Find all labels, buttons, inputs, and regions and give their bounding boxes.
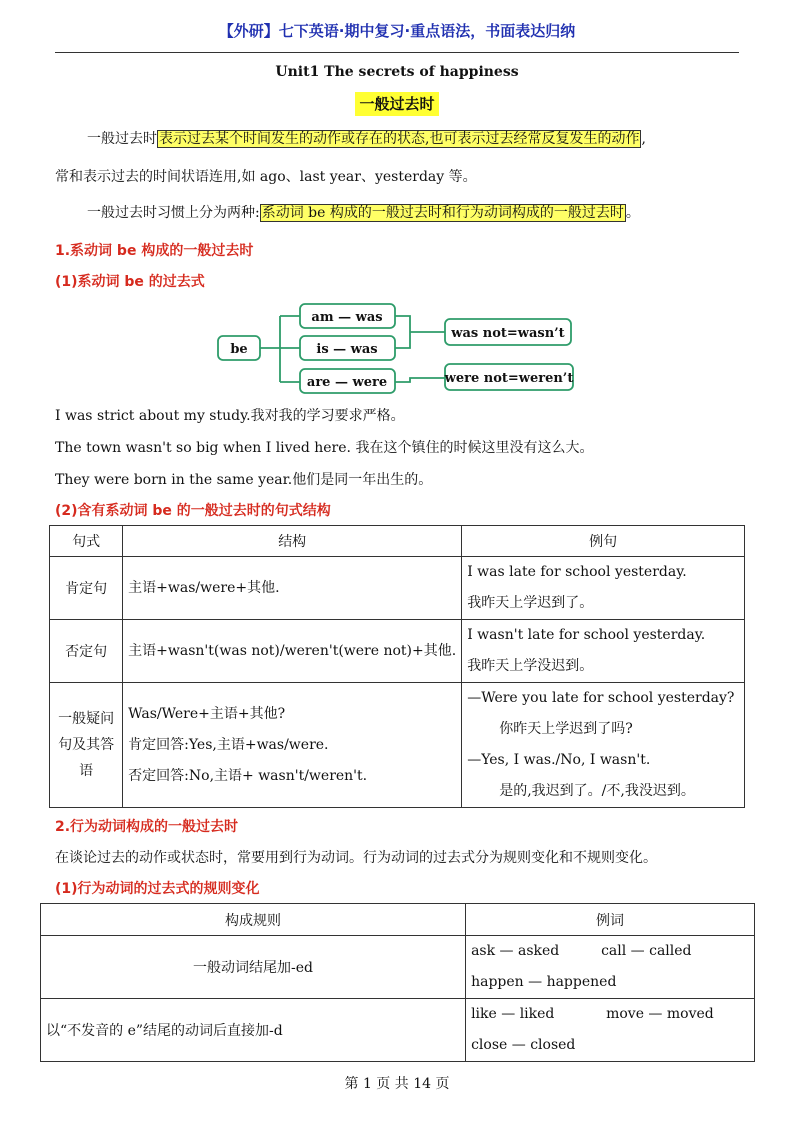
word-line bbox=[471, 967, 749, 998]
example-sentence-3: They were born in the same year.他们是同一年出生的。 bbox=[55, 472, 433, 488]
table-row bbox=[50, 620, 745, 683]
intro-p1-highlight: 表示过去某个时间发生的动作或存在的状态,也可表示过去经常反复发生的动作 bbox=[159, 131, 640, 147]
sentence-type-cell: 一般疑问句及其答语 bbox=[50, 683, 123, 808]
table-row bbox=[50, 557, 745, 620]
diagram-root: be bbox=[230, 342, 248, 357]
example-line: —Yes, I was./No, I wasn't. bbox=[467, 752, 651, 768]
example-line: 你昨天上学迟到了吗? bbox=[499, 721, 633, 737]
example-line: 我昨天上学迟到了。 bbox=[467, 595, 594, 611]
rule-cell: 一般动词结尾加-ed bbox=[41, 936, 466, 999]
header-divider bbox=[55, 52, 739, 53]
word-line bbox=[471, 999, 749, 1030]
diagram-neg-were: were not=weren’t bbox=[444, 371, 574, 386]
diagram-neg-was: was not=wasn’t bbox=[451, 326, 565, 341]
rule-cell: 以“不发音的 e”结尾的动词后直接加-d bbox=[41, 999, 466, 1062]
word-pair: like — liked bbox=[471, 1006, 555, 1022]
structure-cell bbox=[123, 557, 462, 620]
table-header-row bbox=[50, 526, 745, 557]
diagram-branch-are: are — were bbox=[306, 375, 388, 390]
table-header-row bbox=[41, 904, 755, 936]
sentence-type-cell: 肯定句 bbox=[50, 557, 123, 620]
section-2-description: 在谈论过去的动作或状态时，常要用到行为动词。行为动词的过去式分为规则变化和不规则变化。 bbox=[55, 850, 657, 866]
table-header: 例词 bbox=[466, 904, 755, 936]
word-pair: call — called bbox=[601, 943, 692, 959]
word-pair: ask — asked bbox=[471, 943, 560, 959]
intro-p1-suffix: , bbox=[641, 131, 646, 147]
structure-line: Was/Were+主语+其他? bbox=[128, 705, 286, 722]
section-2-sub1-title: (1)行为动词的过去式的规则变化 bbox=[55, 881, 260, 897]
diagram-neg2-connector bbox=[395, 378, 445, 382]
table-row bbox=[41, 936, 755, 999]
table-header: 句式 bbox=[50, 526, 123, 557]
example-line: 是的,我迟到了。/不,我没迟到。 bbox=[499, 783, 695, 799]
document-header: 【外研】七下英语·期中复习·重点语法，书面表达归纳 bbox=[218, 22, 576, 40]
diagram-branch-is: is — was bbox=[316, 342, 378, 357]
regular-verb-table bbox=[40, 903, 755, 1062]
table-header: 例句 bbox=[462, 526, 745, 557]
section-1-sub1-title: (1)系动词 be 的过去式 bbox=[55, 274, 205, 290]
example-cell bbox=[462, 557, 745, 620]
intro-p2-prefix: 一般过去时习惯上分为两种: bbox=[87, 205, 260, 221]
example-line: I wasn't late for school yesterday. bbox=[467, 627, 706, 643]
example-line: —Were you late for school yesterday? bbox=[467, 690, 735, 706]
sentence-type-cell: 否定句 bbox=[50, 620, 123, 683]
word-pair: move — moved bbox=[606, 1006, 714, 1022]
intro-paragraph-2 bbox=[55, 202, 755, 224]
unit-title: Unit1 The secrets of happiness bbox=[275, 64, 519, 80]
word-pair: happen — happened bbox=[471, 974, 617, 990]
structure-line: 主语+was/were+其他. bbox=[128, 579, 280, 596]
page-footer: 第 1 页 共 14 页 bbox=[344, 1076, 450, 1092]
example-cell bbox=[462, 683, 745, 808]
table-header: 构成规则 bbox=[41, 904, 466, 936]
intro-paragraph-1 bbox=[55, 128, 755, 150]
words-cell bbox=[466, 936, 755, 999]
words-cell bbox=[466, 999, 755, 1062]
intro-paragraph-1-line2: 常和表示过去的时间状语连用,如 ago、last year、yesterday 等。 bbox=[55, 169, 477, 185]
example-cell bbox=[462, 620, 745, 683]
section-1-title: 1.系动词 be 构成的一般过去时 bbox=[55, 243, 254, 259]
word-pair: close — closed bbox=[471, 1037, 576, 1053]
structure-cell bbox=[123, 620, 462, 683]
diagram-root-connector bbox=[260, 316, 300, 382]
diagram-neg1-connector bbox=[395, 316, 445, 348]
table-header: 结构 bbox=[123, 526, 462, 557]
intro-p2-suffix: 。 bbox=[625, 205, 640, 221]
diagram-branch-am: am — was bbox=[311, 310, 383, 325]
section-2-title: 2.行为动词构成的一般过去时 bbox=[55, 819, 239, 835]
intro-p2-highlight: 系动词 be 构成的一般过去时和行为动词构成的一般过去时 bbox=[261, 205, 624, 221]
section-1-sub2-title: (2)含有系动词 be 的一般过去时的句式结构 bbox=[55, 503, 331, 519]
structure-line: 主语+wasn't(was not)/weren't(were not)+其他. bbox=[128, 642, 457, 659]
be-structure-table bbox=[49, 525, 745, 808]
intro-p1-prefix: 一般过去时 bbox=[87, 131, 157, 147]
word-line bbox=[471, 936, 749, 967]
example-sentence-2: The town wasn't so big when I lived here. 我在这个镇住的时候这里没有这么大。 bbox=[55, 440, 594, 456]
table-row bbox=[41, 999, 755, 1062]
example-sentence-1: I was strict about my study.我对我的学习要求严格。 bbox=[55, 408, 405, 424]
word-line bbox=[471, 1030, 749, 1061]
structure-line: 肯定回答:Yes,主语+was/were. bbox=[128, 736, 329, 753]
example-line: 我昨天上学没迟到。 bbox=[467, 658, 594, 674]
structure-cell bbox=[123, 683, 462, 808]
be-past-tense-diagram bbox=[210, 300, 590, 398]
example-line: I was late for school yesterday. bbox=[467, 564, 687, 580]
tense-title: 一般过去时 bbox=[355, 92, 439, 116]
table-row bbox=[50, 683, 745, 808]
structure-line: 否定回答:No,主语+ wasn't/weren't. bbox=[128, 767, 368, 784]
